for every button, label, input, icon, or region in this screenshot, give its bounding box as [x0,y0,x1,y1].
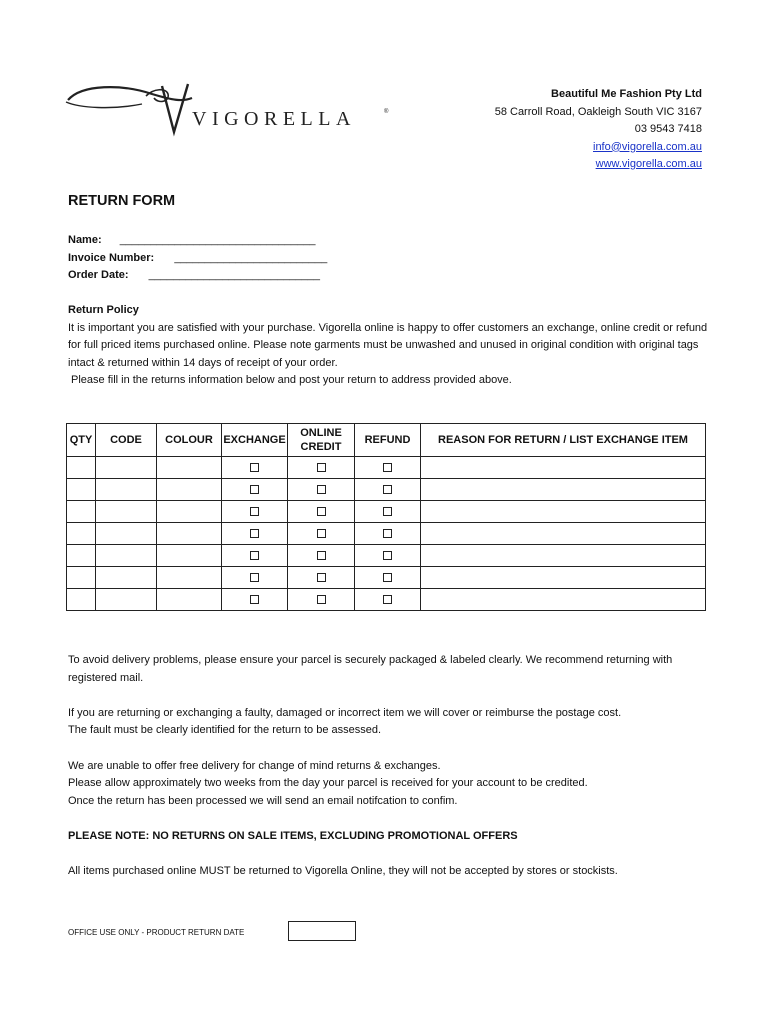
refund-cell[interactable] [355,479,421,501]
col-header-exchange: EXCHANGE [222,424,288,457]
col-header-colour: COLOUR [157,424,222,457]
exchange-cell[interactable] [222,479,288,501]
checkbox-icon[interactable] [383,595,392,604]
table-row [67,501,706,523]
checkbox-icon[interactable] [317,551,326,560]
colour-cell[interactable] [157,479,222,501]
table-header-row [67,424,706,457]
col-header-refund: REFUND [355,424,421,457]
refund-cell[interactable] [355,589,421,611]
online-credit-cell[interactable] [288,589,355,611]
change-note-line-2: Please allow approximately two weeks from the day your parcel is received for your account to be credited. [68,777,588,790]
reason-cell[interactable] [421,501,706,523]
checkbox-icon[interactable] [250,551,259,560]
office-return-date-box[interactable] [288,921,356,941]
checkbox-icon[interactable] [250,529,259,538]
col-header-code: CODE [96,424,157,457]
colour-cell[interactable] [157,589,222,611]
colour-cell[interactable] [157,523,222,545]
exchange-cell[interactable] [222,589,288,611]
online-credit-cell[interactable] [288,567,355,589]
return-notes [68,652,718,898]
qty-cell[interactable] [67,545,96,567]
logo-swirl-icon [62,80,402,140]
company-info [495,86,702,174]
faulty-note [68,705,718,740]
checkbox-icon[interactable] [383,507,392,516]
checkbox-icon[interactable] [317,529,326,538]
checkbox-icon[interactable] [383,463,392,472]
exchange-cell[interactable] [222,501,288,523]
online-credit-cell[interactable] [288,457,355,479]
name-line: ________________________________ [119,234,316,246]
svg-text:VIGORELLA: VIGORELLA [192,108,356,130]
table-row [67,457,706,479]
refund-cell[interactable] [355,567,421,589]
vigorella-logo [62,80,402,140]
qty-cell[interactable] [67,479,96,501]
checkbox-icon[interactable] [250,507,259,516]
checkbox-icon[interactable] [383,551,392,560]
code-cell[interactable] [96,457,157,479]
table-row [67,567,706,589]
online-credit-cell[interactable] [288,523,355,545]
company-phone: 03 9543 7418 [634,123,702,135]
exchange-cell[interactable] [222,545,288,567]
refund-cell[interactable] [355,545,421,567]
online-credit-cell[interactable] [288,501,355,523]
code-cell[interactable] [96,479,157,501]
checkbox-icon[interactable] [383,529,392,538]
exchange-cell[interactable] [222,457,288,479]
return-policy [68,302,708,390]
checkbox-icon[interactable] [250,595,259,604]
code-cell[interactable] [96,545,157,567]
colour-cell[interactable] [157,457,222,479]
company-website-link[interactable]: www.vigorella.com.au [595,158,702,170]
checkbox-icon[interactable] [383,573,392,582]
policy-heading: Return Policy [68,304,139,316]
name-label: Name: [68,234,102,246]
colour-cell[interactable] [157,567,222,589]
online-credit-cell[interactable] [288,545,355,567]
order-date-line: ____________________________ [148,269,320,281]
col-header-qty: QTY [67,424,96,457]
colour-cell[interactable] [157,545,222,567]
change-note-line-1: We are unable to offer free delivery for change of mind returns & exchanges. [68,759,441,772]
sale-items-note: PLEASE NOTE: NO RETURNS ON SALE ITEMS, EXCLUDING PROMOTIONAL OFFERS [68,829,518,842]
online-credit-cell[interactable] [288,479,355,501]
checkbox-icon[interactable] [317,485,326,494]
change-of-mind-note [68,758,718,811]
refund-cell[interactable] [355,523,421,545]
code-cell[interactable] [96,501,157,523]
reason-cell[interactable] [421,567,706,589]
exchange-cell[interactable] [222,523,288,545]
code-cell[interactable] [96,589,157,611]
reason-cell[interactable] [421,479,706,501]
checkbox-icon[interactable] [250,463,259,472]
exchange-cell[interactable] [222,567,288,589]
form-title: RETURN FORM [68,193,176,209]
checkbox-icon[interactable] [383,485,392,494]
invoice-label: Invoice Number: [68,251,155,264]
qty-cell[interactable] [67,567,96,589]
table-row [67,545,706,567]
company-address: 58 Carroll Road, Oakleigh South VIC 3167 [494,105,702,118]
order-date-field[interactable] [68,267,327,285]
delivery-note: To avoid delivery problems, please ensure your parcel is securely packaged & labeled clearly. We recommend returning with registered mail. [68,654,673,684]
col-header-reason: REASON FOR RETURN / LIST EXCHANGE ITEM [421,424,706,457]
colour-cell[interactable] [157,501,222,523]
qty-cell[interactable] [67,589,96,611]
office-use-label: OFFICE USE ONLY - PRODUCT RETURN DATE [68,928,245,937]
checkbox-icon[interactable] [317,463,326,472]
order-date-label: Order Date: [68,269,129,281]
customer-fields [68,232,327,285]
checkbox-icon[interactable] [317,507,326,516]
qty-cell[interactable] [67,523,96,545]
checkbox-icon[interactable] [317,595,326,604]
invoice-field[interactable] [68,250,327,268]
reason-cell[interactable] [421,545,706,567]
reason-cell[interactable] [421,523,706,545]
code-cell[interactable] [96,567,157,589]
table-row [67,589,706,611]
refund-cell[interactable] [355,501,421,523]
qty-cell[interactable] [67,501,96,523]
qty-cell[interactable] [67,457,96,479]
reason-cell[interactable] [421,589,706,611]
change-note-line-3: Once the return has been processed we will send an email notifcation to confim. [68,794,458,807]
checkbox-icon[interactable] [250,573,259,582]
policy-instruction: Please fill in the returns information below and post your return to address provided above. [71,374,512,387]
checkbox-icon[interactable] [250,485,259,494]
name-field[interactable] [68,232,327,250]
code-cell[interactable] [96,523,157,545]
faulty-note-line-1: If you are returning or exchanging a faulty, damaged or incorrect item we will cover or reimburse the postage cost. [68,706,622,719]
table-row [67,479,706,501]
checkbox-icon[interactable] [317,573,326,582]
company-name: Beautiful Me Fashion Pty Ltd [551,88,702,100]
returns-table [66,423,706,611]
refund-cell[interactable] [355,457,421,479]
returns-table-body [67,457,706,611]
policy-text: It is important you are satisfied with your purchase. Vigorella online is happy to offer customers an exchange, online credit or refund for full priced items purchased online. Please note garments must be unwashed and unused in original condition with original tags intact & returned within 14 days of receipt of your order. [68,321,708,369]
table-row [67,523,706,545]
faulty-note-line-2: The fault must be clearly identified for the return to be assessed. [68,724,382,737]
online-returns-note: All items purchased online MUST be returned to Vigorella Online, they will not be accepted by stores or stockists. [68,865,618,878]
company-email-link[interactable]: info@vigorella.com.au [593,140,702,153]
invoice-line: _________________________ [174,251,328,264]
reason-cell[interactable] [421,457,706,479]
svg-text:®: ® [384,109,389,115]
col-header-online-credit: ONLINE CREDIT [288,424,355,457]
